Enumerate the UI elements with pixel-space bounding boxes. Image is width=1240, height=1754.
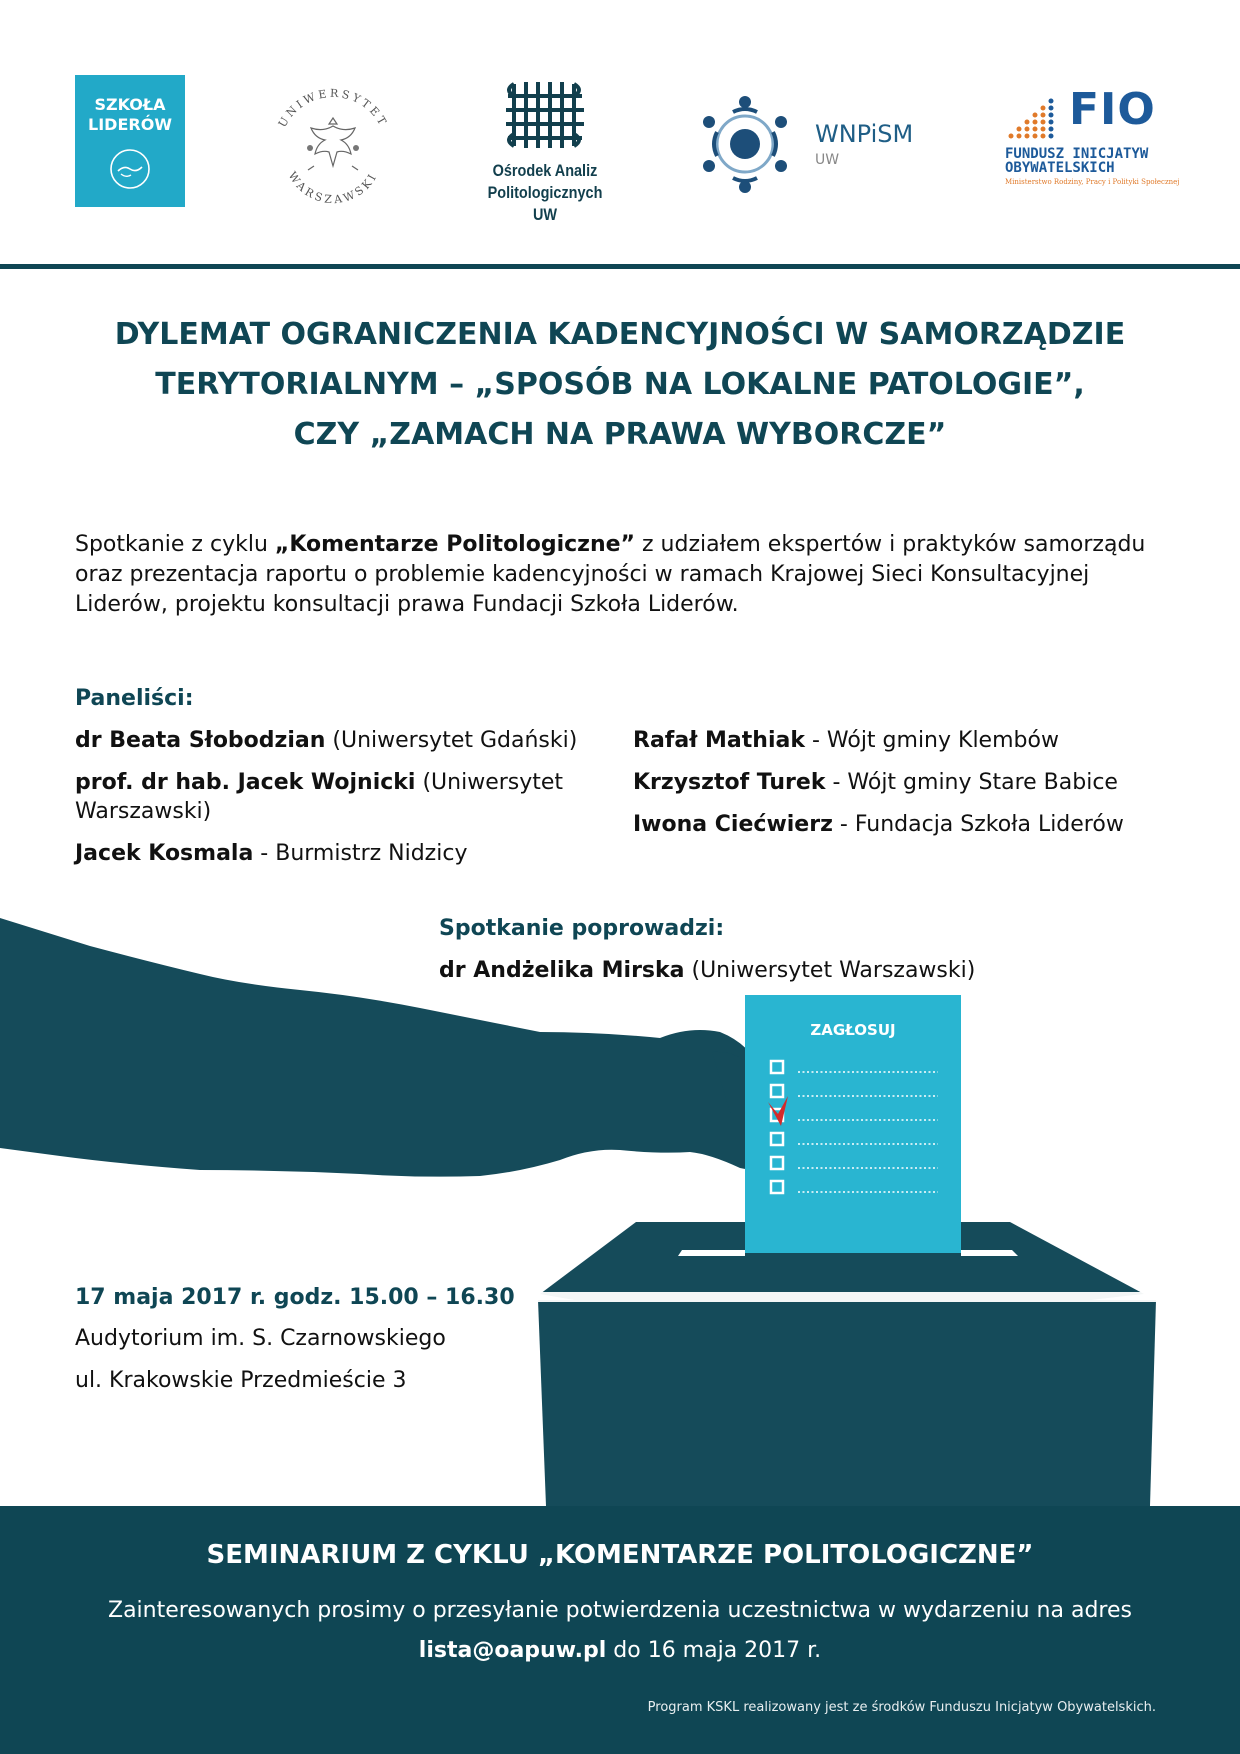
panelist-name: Iwona Ciećwierz [633,812,833,837]
event-venue: Audytorium im. S. Czarnowskiego [75,1326,446,1351]
panelist-name: Jacek Kosmala [75,841,254,866]
header-divider [0,264,1240,269]
grid-knot-icon [470,78,620,158]
uw-seal-top-text: UNIWERSYTET [275,88,391,130]
ballot-box-front [538,1300,1156,1506]
oap-line2: Politologicznych UW [487,183,603,224]
panelists-left-column [75,726,615,881]
szkola-liderow-logo [75,75,185,207]
wnpism-sub: UW [815,152,840,168]
panelist [633,726,1193,755]
oap-line1: Ośrodek Analiz [492,161,598,180]
panelist-role: (Uniwersytet Gdański) [325,728,578,753]
panelist-name: Krzysztof Turek [633,770,826,795]
title-line-3: CZY „ZAMACH NA PRAWA WYBORCZE” [293,417,947,452]
szkola-logo-line1: SZKOŁA [94,95,166,114]
footer-title: SEMINARIUM Z CYKLU „KOMENTARZE POLITOLOGICZNE” [206,1540,1034,1570]
event-date: 17 maja 2017 r. godz. 15.00 – 16.30 [75,1285,515,1310]
fio-line2: OBYWATELSKICH [1005,160,1115,176]
panelist-name: dr Beata Słobodzian [75,728,326,753]
panelist-role: - Wójt gminy Klembów [804,728,1059,753]
voting-illustration [0,900,1240,1506]
panelist-name: prof. dr hab. Jacek Wojnicki [75,770,416,795]
fio-ministry: Ministerstwo Rodziny, Pracy i Polityki Społecznej [1005,178,1180,186]
moderator-role: (Uniwersytet Warszawski) [684,958,976,983]
fio-logo [1003,84,1180,200]
svg-text:UNIWERSYTET [276,88,390,130]
series-name: „Komentarze Politologiczne” [274,532,636,557]
uw-seal-bottom-text: WARSZAWSKI [285,169,381,207]
uniwersytet-warszawski-logo [268,88,398,208]
moderator [439,956,975,986]
osrodek-analiz-logo [470,78,620,224]
event-address: ul. Krakowskie Przedmieście 3 [75,1368,407,1393]
panelist-role: - Burmistrz Nidzicy [253,841,468,866]
panelist [75,839,615,868]
footer-band [0,1506,1240,1754]
footer-rsvp-text: Zainteresowanych prosimy o przesyłanie potwierdzenia uczestnictwa w wydarzeniu na adres [108,1598,1132,1623]
wnpism-name: WNPiSM [815,120,914,148]
dot-bars-icon [1005,96,1069,142]
footer-funding-note: Program KSKL realizowany jest ze środków Funduszu Inicjatyw Obywatelskich. [647,1700,1156,1715]
panelist [75,768,615,826]
intro-prefix: Spotkanie z cyklu [75,532,275,557]
moderator-label: Spotkanie poprowadzi: [439,916,725,941]
logo-bar [0,0,1240,262]
intro-paragraph [75,530,1165,620]
moderator-name: dr Andżelika Mirska [439,958,685,983]
fio-name: FIO [1069,84,1156,135]
wnpism-logo [695,92,925,202]
footer-rsvp-deadline [0,1638,1240,1663]
panelist-name: Rafał Mathiak [633,728,805,753]
handshake-icon [108,147,152,191]
panelist [75,726,615,755]
footer-email-link[interactable]: lista@oapuw.pl [418,1638,607,1663]
osrodek-analiz-name [481,160,609,226]
people-circle-icon [695,92,805,202]
panelist-role: (Uniwersytet Warszawski) [75,770,564,824]
panelists-label: Paneliści: [75,686,194,711]
intro-rest: z udziałem ekspertów i praktyków samorządu oraz prezentacja raportu o problemie kadencyjności w ramach Krajowej Sieci Konsultacyjnej Liderów, projektu konsultacji prawa Fundacji Szkoła Liderów. [75,532,1146,617]
title-line-1: DYLEMAT OGRANICZENIA KADENCYJNOŚCI W SAMORZĄDZIE [114,317,1126,352]
panelist-role: - Fundacja Szkoła Liderów [832,812,1124,837]
svg-text:WARSZAWSKI [286,169,381,206]
szkola-logo-line2: LIDERÓW [88,115,172,134]
panelist [633,810,1193,839]
panelist [633,768,1193,797]
fio-line1: FUNDUSZ INICJATYW [1005,146,1149,162]
uw-eagle-seal-icon [268,88,398,208]
ballot-label: ZAGŁOSUJ [810,1021,896,1039]
event-title [60,310,1180,460]
panelists-right-column [633,726,1193,852]
panelist-role: - Wójt gminy Stare Babice [825,770,1118,795]
footer-deadline: do 16 maja 2017 r. [606,1638,822,1663]
title-line-2: TERYTORIALNYM – „SPOSÓB NA LOKALNE PATOLOGIE”, [155,367,1085,402]
